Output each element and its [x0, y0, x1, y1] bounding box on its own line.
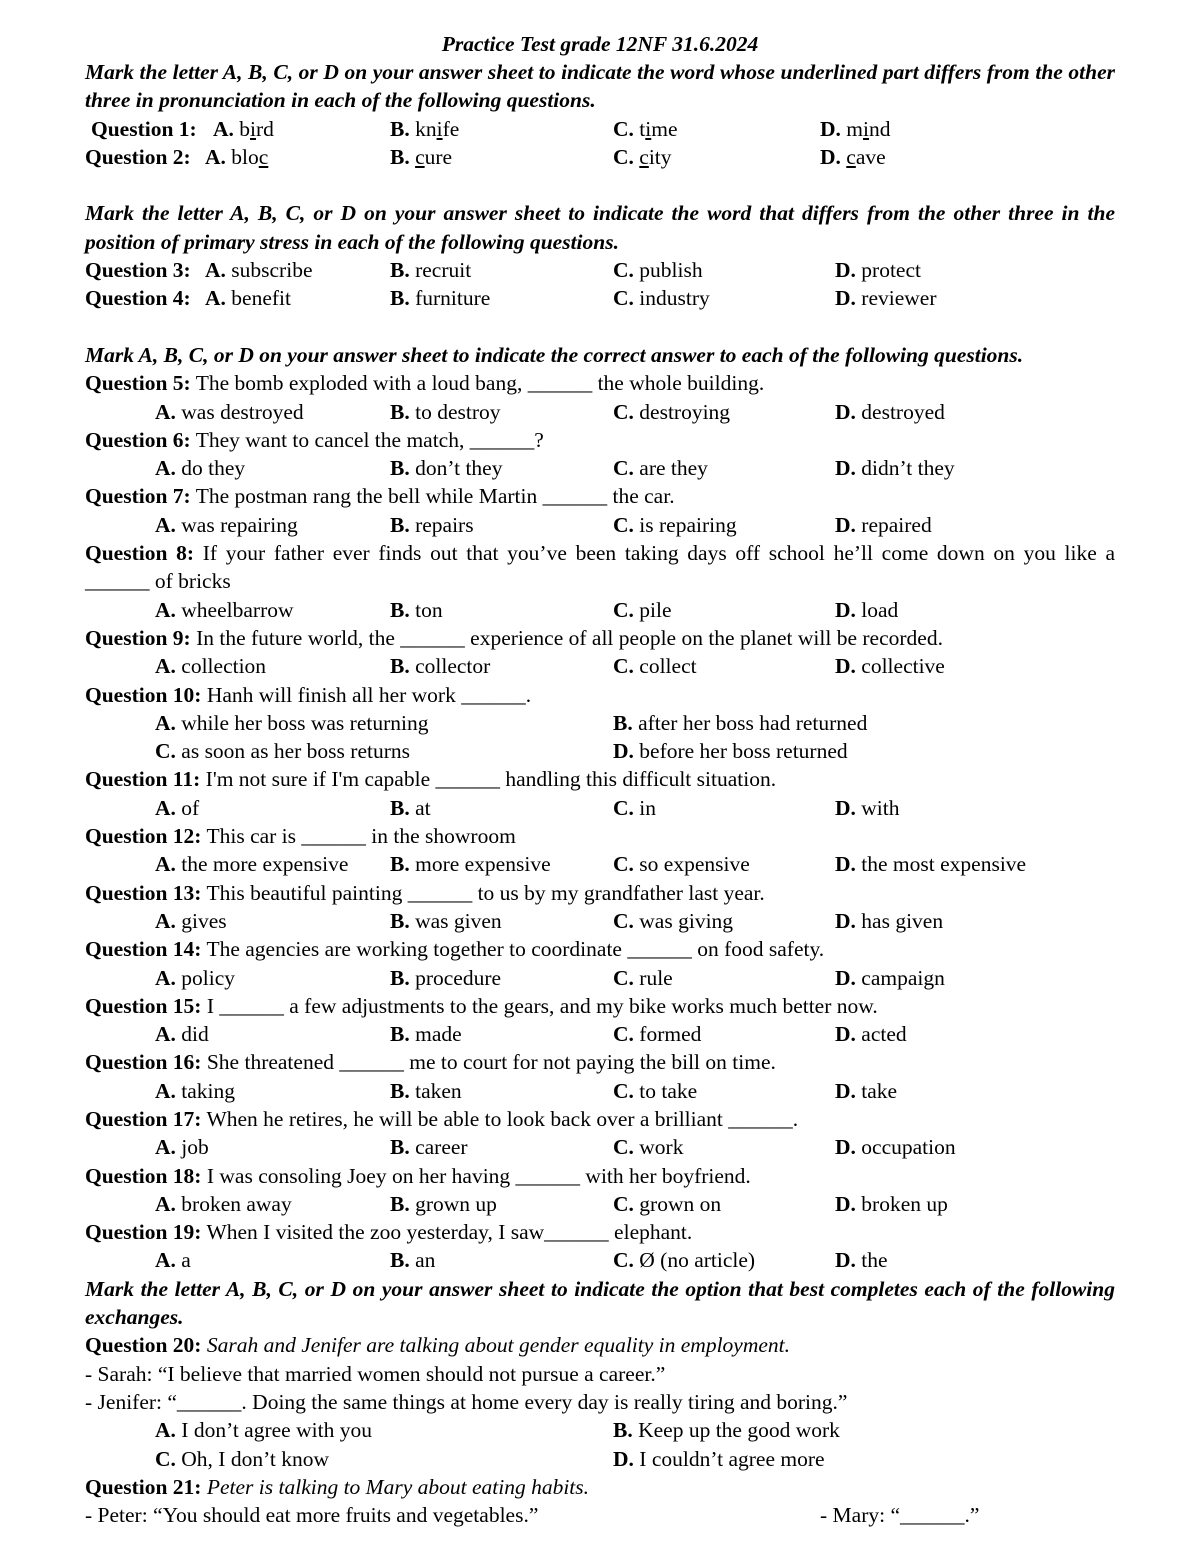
option-d: D. protect [835, 258, 921, 283]
instruction-stress: Mark the letter A, B, C, or D on your answer sheet to indicate the word that differs from the other three in the position of primary stress in each of the following questions. [85, 201, 1115, 254]
question-6 [85, 426, 1115, 454]
question-label: Question 9: [85, 625, 191, 650]
option-d: D. broken up [835, 1191, 948, 1216]
question-11 [85, 765, 1115, 793]
question-12 [85, 822, 1115, 850]
option-c: C. city [613, 144, 672, 169]
question-stem: When he retires, he will be able to look back over a brilliant ______. [206, 1106, 799, 1131]
option-c: C. time [613, 116, 678, 141]
option-d: D. reviewer [835, 286, 937, 311]
question-label: Question 16: [85, 1050, 202, 1075]
option-b: B. collector [390, 654, 491, 679]
question-stem: The postman rang the bell while Martin ______ the car. [195, 484, 675, 509]
option-c: C. Ø (no article) [613, 1248, 756, 1273]
option-d: D. has given [835, 908, 944, 933]
option-b: B. to destroy [390, 399, 501, 424]
question-stem: In the future world, the ______ experience of all people on the planet will be recorded. [196, 625, 943, 650]
question-21 [85, 1473, 1115, 1501]
question-19 [85, 1218, 1115, 1246]
option-b: B. ton [390, 597, 443, 622]
option-d: D. mind [820, 116, 891, 141]
question-stem: Hanh will finish all her work ______. [206, 682, 532, 707]
option-c: C. was giving [613, 908, 734, 933]
question-4 [85, 284, 1115, 312]
option-a: A. I don’t agree with you [155, 1418, 372, 1443]
dialogue-peter: - Peter: “You should eat more fruits and vegetables.” [85, 1503, 539, 1528]
question-stem: This beautiful painting ______ to us by my grandfather last year. [206, 880, 765, 905]
question-5 [85, 369, 1115, 397]
grammar-questions [85, 369, 1115, 1275]
option-a: A. taking [155, 1078, 236, 1103]
question-label: Question 21: [85, 1474, 202, 1499]
options-row [85, 398, 1115, 426]
option-b: B. an [390, 1248, 436, 1273]
question-1 [85, 115, 1115, 143]
option-a: A. the more expensive [155, 852, 349, 877]
options-row [85, 1020, 1115, 1048]
options-row [85, 1077, 1115, 1105]
question-label: Question 6: [85, 427, 191, 452]
option-a: A. benefit [205, 286, 291, 311]
question-stem: I'm not sure if I'm capable ______ handling this difficult situation. [205, 767, 777, 792]
option-d: D. the most expensive [835, 852, 1027, 877]
question-label: Question 2: [85, 144, 191, 169]
question-3 [85, 256, 1115, 284]
option-d: D. the [835, 1248, 888, 1273]
question-label: Question 3: [85, 258, 191, 283]
question-label: Question 13: [85, 880, 202, 905]
question-14 [85, 935, 1115, 963]
instruction-exchanges: Mark the letter A, B, C, or D on your answer sheet to indicate the option that best completes each of the following exchanges. [85, 1276, 1115, 1330]
option-b: B. recruit [390, 258, 472, 283]
question-label: Question 8: [85, 541, 195, 566]
option-b: B. taken [390, 1078, 462, 1103]
question-label: Question 15: [85, 993, 202, 1018]
question-label: Question 1: [91, 116, 197, 141]
option-d: D. occupation [835, 1135, 956, 1160]
option-c: C. in [613, 795, 657, 820]
option-a: A. did [155, 1022, 209, 1047]
question-13 [85, 879, 1115, 907]
options-row [85, 1416, 1115, 1444]
options-row [85, 709, 1115, 737]
option-a: A. a [155, 1248, 191, 1273]
question-8 [85, 539, 1115, 596]
option-c: C. are they [613, 456, 708, 481]
option-c: C. destroying [613, 399, 731, 424]
question-18 [85, 1162, 1115, 1190]
options-row [85, 1246, 1115, 1274]
option-d: D. cave [820, 144, 886, 169]
dialogue-line: - Sarah: “I believe that married women should not pursue a career.” [85, 1361, 666, 1386]
question-16 [85, 1048, 1115, 1076]
question-label: Question 20: [85, 1333, 202, 1358]
option-c: C. publish [613, 258, 703, 283]
option-b: B. was given [390, 908, 502, 933]
option-b: B. cure [390, 144, 453, 169]
options-row [85, 1445, 1115, 1473]
option-b: B. more expensive [390, 852, 551, 877]
question-label: Question 11: [85, 767, 201, 792]
option-c: C. rule [613, 965, 673, 990]
instruction-grammar: Mark A, B, C, or D on your answer sheet to indicate the correct answer to each of the following questions. [85, 342, 1024, 367]
option-b: B. Keep up the good work [613, 1418, 840, 1443]
options-row [85, 850, 1115, 878]
option-d: D. I couldn’t agree more [613, 1446, 825, 1471]
page-title: Practice Test grade 12NF 31.6.2024 [441, 32, 759, 56]
option-d: D. before her boss returned [613, 739, 848, 764]
option-b: B. at [390, 795, 431, 820]
question-stem: I ______ a few adjustments to the gears, and my bike works much better now. [206, 993, 878, 1018]
question-label: Question 5: [85, 371, 191, 396]
options-row [85, 737, 1115, 765]
options-row [85, 1133, 1115, 1161]
option-a: A. collection [155, 654, 267, 679]
question-stem: This car is ______ in the showroom [206, 824, 516, 849]
options-row [85, 454, 1115, 482]
option-a: A. gives [155, 908, 227, 933]
options-row [85, 596, 1115, 624]
option-c: C. formed [613, 1022, 702, 1047]
option-a: A. bird [213, 116, 274, 141]
option-b: B. after her boss had returned [613, 710, 868, 735]
question-2 [85, 143, 1115, 171]
dialogue-line [85, 1501, 1115, 1529]
question-stem: She threatened ______ me to court for not paying the bill on time. [206, 1050, 776, 1075]
option-d: D. destroyed [835, 399, 945, 424]
option-d: D. collective [835, 654, 945, 679]
option-c: C. grown on [613, 1191, 722, 1216]
question-17 [85, 1105, 1115, 1133]
option-b: B. procedure [390, 965, 502, 990]
question-label: Question 18: [85, 1163, 202, 1188]
question-stem: The bomb exploded with a loud bang, ______ the whole building. [195, 371, 765, 396]
question-label: Question 7: [85, 484, 191, 509]
option-a: A. broken away [155, 1191, 292, 1216]
option-a: A. policy [155, 965, 236, 990]
option-b: B. knife [390, 116, 460, 141]
option-d: D. take [835, 1078, 898, 1103]
option-d: D. didn’t they [835, 456, 955, 481]
option-a: A. wheelbarrow [155, 597, 294, 622]
option-c: C. as soon as her boss returns [155, 739, 410, 764]
question-label: Question 12: [85, 824, 202, 849]
option-a: A. job [155, 1135, 209, 1160]
option-c: C. is repairing [613, 512, 737, 537]
question-label: Question 19: [85, 1220, 202, 1245]
option-c: C. Oh, I don’t know [155, 1446, 329, 1471]
question-label: Question 14: [85, 937, 202, 962]
question-7 [85, 482, 1115, 510]
question-context: Peter is talking to Mary about eating habits. [206, 1474, 590, 1499]
option-d: D. repaired [835, 512, 932, 537]
worksheet-page [85, 30, 1115, 1529]
dialogue-mary: - Mary: “______.” [820, 1503, 980, 1528]
option-b: B. made [390, 1022, 462, 1047]
option-b: B. furniture [390, 286, 491, 311]
question-9 [85, 624, 1115, 652]
question-stem: When I visited the zoo yesterday, I saw______ elephant. [206, 1220, 693, 1245]
option-a: A. subscribe [205, 258, 313, 283]
option-d: D. with [835, 795, 900, 820]
option-c: C. so expensive [613, 852, 750, 877]
option-c: C. collect [613, 654, 697, 679]
question-label: Question 17: [85, 1106, 202, 1131]
option-a: A. while her boss was returning [155, 710, 429, 735]
option-a: A. bloc [205, 144, 269, 169]
option-c: C. work [613, 1135, 684, 1160]
options-row [85, 907, 1115, 935]
question-context: Sarah and Jenifer are talking about gender equality in employment. [206, 1333, 791, 1358]
option-a: A. do they [155, 456, 246, 481]
instruction-pronunciation: Mark the letter A, B, C, or D on your answer sheet to indicate the word whose underlined part differs from the other three in pronunciation in each of the following questions. [85, 60, 1115, 113]
option-c: C. industry [613, 286, 710, 311]
option-d: D. campaign [835, 965, 945, 990]
question-label: Question 4: [85, 286, 191, 311]
option-b: B. career [390, 1135, 468, 1160]
question-stem: The agencies are working together to coordinate ______ on food safety. [206, 937, 825, 962]
option-b: B. repairs [390, 512, 474, 537]
question-stem: They want to cancel the match, ______? [195, 427, 544, 452]
option-d: D. acted [835, 1022, 907, 1047]
options-row [85, 511, 1115, 539]
option-b: B. don’t they [390, 456, 503, 481]
options-row [85, 964, 1115, 992]
question-15 [85, 992, 1115, 1020]
question-10 [85, 681, 1115, 709]
option-c: C. pile [613, 597, 672, 622]
options-row [85, 794, 1115, 822]
option-c: C. to take [613, 1078, 698, 1103]
option-a: A. was repairing [155, 512, 298, 537]
options-row [85, 652, 1115, 680]
dialogue-line: - Jenifer: “______. Doing the same things at home every day is really tiring and boring.” [85, 1389, 848, 1414]
option-b: B. grown up [390, 1191, 497, 1216]
options-row [85, 1190, 1115, 1218]
question-label: Question 10: [85, 682, 202, 707]
option-a: A. of [155, 795, 200, 820]
option-a: A. was destroyed [155, 399, 304, 424]
question-stem: I was consoling Joey on her having ______ with her boyfriend. [206, 1163, 751, 1188]
question-20 [85, 1331, 1115, 1359]
question-stem: If your father ever finds out that you’ve been taking days off school he’ll come down on you like a ______ of bricks [85, 541, 1116, 594]
option-d: D. load [835, 597, 899, 622]
